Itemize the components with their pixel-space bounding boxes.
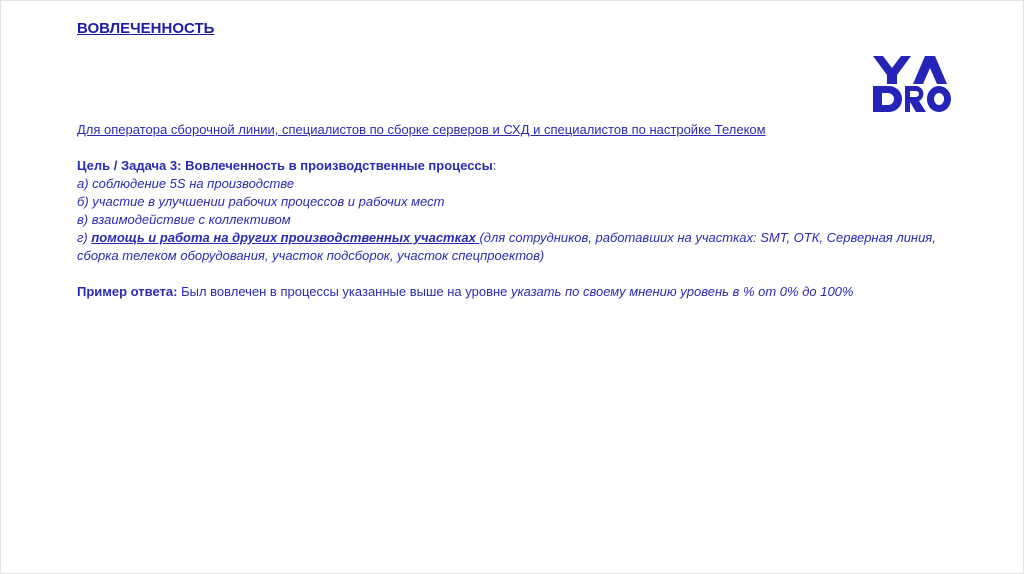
goal-colon: :	[492, 158, 497, 173]
goal-heading: Цель / Задача 3: Вовлеченность в производственные процессы	[77, 158, 493, 173]
example-line	[77, 283, 977, 301]
item-c: в) взаимодействие с коллективом	[77, 212, 291, 227]
item-d-rest: (для сотрудников, работавших на участках: SMT, ОТК, Серверная линия,	[479, 230, 936, 245]
example-italic: указать по своему мнению уровень в % от 0% до 100%	[511, 284, 854, 299]
slide-title: ВОВЛЕЧЕННОСТЬ	[77, 20, 215, 37]
item-d-emphasis: помощь и работа на других производственных участках	[91, 230, 480, 245]
item-d-continuation: сборка телеком оборудования, участок подсборок, участок спецпроектов)	[77, 248, 545, 263]
item-a: а) соблюдение 5S на производстве	[77, 176, 295, 191]
slide-body	[77, 121, 977, 301]
example-text: Был вовлечен в процессы указанные выше на уровне	[177, 284, 512, 299]
item-d	[77, 229, 977, 247]
goal-heading-line	[77, 157, 977, 175]
item-d-prefix: г)	[77, 230, 92, 245]
example-label: Пример ответа:	[77, 284, 178, 299]
yadro-logo	[873, 56, 951, 112]
item-b: б) участие в улучшении рабочих процессов и рабочих мест	[77, 194, 445, 209]
audience-line: Для оператора сборочной линии, специалистов по сборке серверов и СХД и специалистов по настройке Телеком	[77, 122, 766, 137]
